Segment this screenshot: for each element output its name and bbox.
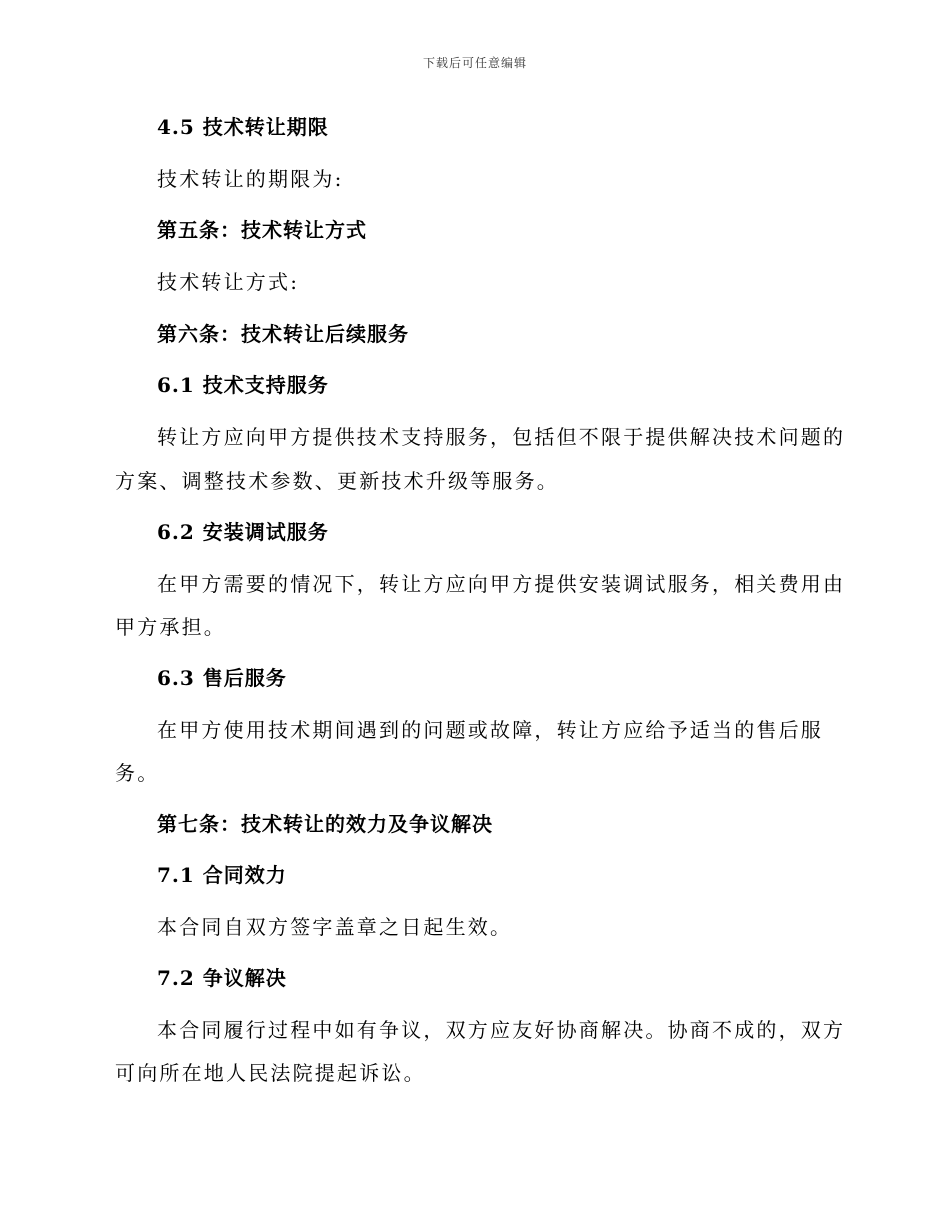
paragraph-article-5: 技术转让方式:	[157, 270, 300, 294]
section-heading-4-5: 4.5 技术转让期限	[157, 115, 329, 139]
paragraph-6-2-line-1: 在甲方需要的情况下，转让方应向甲方提供安装调试服务，相关费用由	[157, 572, 846, 596]
section-heading-6-1: 6.1 技术支持服务	[157, 373, 329, 397]
section-heading-6-3: 6.3 售后服务	[157, 666, 287, 690]
paragraph-6-1-line-1: 转让方应向甲方提供技术支持服务，包括但不限于提供解决技术问题的	[157, 425, 846, 449]
section-heading-7-1: 7.1 合同效力	[157, 863, 287, 887]
article-heading-5: 第五条：技术转让方式	[157, 218, 367, 242]
article-heading-6: 第六条：技术转让后续服务	[157, 322, 409, 346]
paragraph-6-2-line-2: 甲方承担。	[115, 615, 226, 639]
paragraph-7-2-line-2: 可向所在地人民法院提起诉讼。	[115, 1061, 426, 1085]
paragraph-6-1-line-2: 方案、调整技术参数、更新技术升级等服务。	[115, 469, 559, 493]
paragraph-4-5: 技术转让的期限为:	[157, 167, 344, 191]
paragraph-7-2-line-1: 本合同履行过程中如有争议，双方应友好协商解决。协商不成的，双方	[157, 1018, 846, 1042]
paragraph-6-3-line-2: 务。	[115, 761, 160, 785]
paragraph-7-1: 本合同自双方签字盖章之日起生效。	[157, 915, 513, 939]
article-heading-7: 第七条：技术转让的效力及争议解决	[157, 812, 493, 836]
page-header-note: 下载后可任意编辑	[422, 56, 527, 70]
section-heading-7-2: 7.2 争议解决	[157, 966, 287, 990]
paragraph-6-3-line-1: 在甲方使用技术期间遇到的问题或故障，转让方应给予适当的售后服	[157, 718, 823, 742]
section-heading-6-2: 6.2 安装调试服务	[157, 520, 329, 544]
